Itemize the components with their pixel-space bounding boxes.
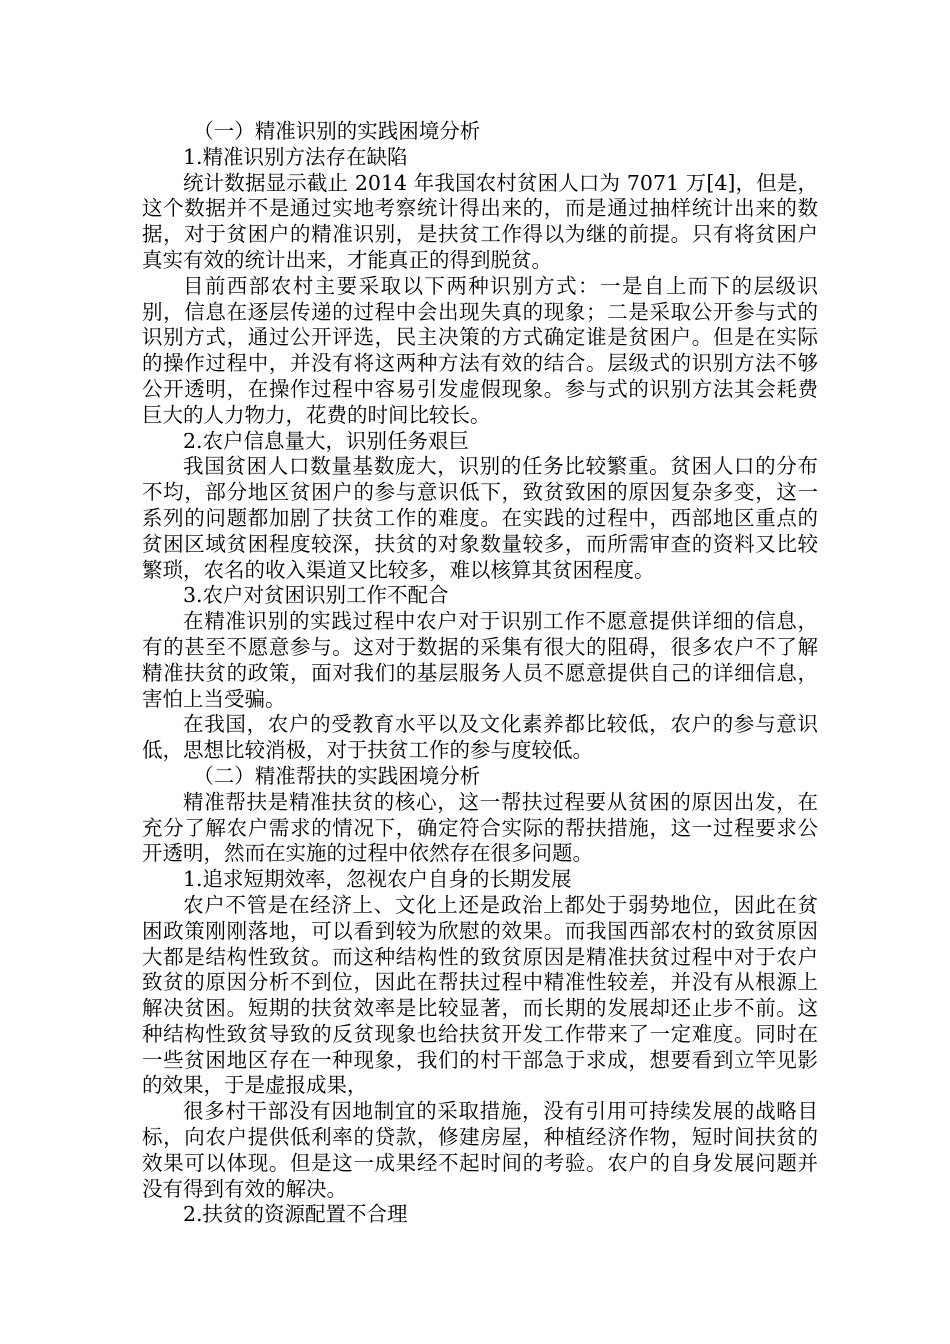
paragraph: 在精准识别的实践过程中农户对于识别工作不愿意提供详细的信息，有的甚至不愿意参与。这对于数据的采集有很大的阻碍，很多农户不了解精准扶贫的政策，面对我们的基层服务人员不愿意提供自己的详细信息，害怕上当受骗。	[142, 609, 818, 711]
paragraph: 精准帮扶是精准扶贫的核心，这一帮扶过程要从贫困的原因出发，在充分了解农户需求的情况下，确定符合实际的帮扶措施，这一过程要求公开透明，然而在实施的过程中依然存在很多问题。	[142, 789, 818, 866]
paragraph: 目前西部农村主要采取以下两种识别方式：一是自上而下的层级识别，信息在逐层传递的过程中会出现失真的现象；二是采取公开参与式的识别方式，通过公开评选，民主决策的方式确定谁是贫困户。但是在实际的操作过程中，并没有将这两种方法有效的结合。层级式的识别方法不够公开透明，在操作过程中容易引发虚假现象。参与式的识别方法其会耗费巨大的人力物力，花费的时间比较长。	[142, 273, 818, 427]
paragraph: 我国贫困人口数量基数庞大，识别的任务比较繁重。贫困人口的分布不均，部分地区贫困户的参与意识低下，致贫致困的原因复杂多变，这一系列的问题都加剧了扶贫工作的难度。在实践的过程中，西部地区重点的贫困区域贫困程度较深，扶贫的对象数量较多，而所需审查的资料又比较繁琐，农名的收入渠道又比较多，难以核算其贫困程度。	[142, 454, 818, 582]
document-body	[142, 119, 818, 1228]
subheading-info-volume: 2.农户信息量大，识别任务艰巨	[183, 428, 470, 453]
section-heading-assistance: （二）精准帮扶的实践困境分析	[193, 763, 481, 788]
subheading-method-defects: 1.精准识别方法存在缺陷	[183, 144, 408, 169]
subheading-resource-allocation: 2.扶贫的资源配置不合理	[183, 1202, 408, 1227]
paragraph: 很多村干部没有因地制宜的采取措施，没有引用可持续发展的战略目标，向农户提供低利率的贷款，修建房屋，种植经济作物，短时间扶贫的效果可以体现。但是这一成果经不起时间的考验。农户的自身发展问题并没有得到有效的解决。	[142, 1099, 818, 1201]
paragraph: 农户不管是在经济上、文化上还是政治上都处于弱势地位，因此在贫困政策刚刚落地，可以看到较为欣慰的效果。而我国西部农村的致贫原因大都是结构性致贫。而这种结构性的致贫原因是精准扶贫过程中对于农户致贫的原因分析不到位，因此在帮扶过程中精准性较差，并没有从根源上解决贫困。短期的扶贫效率是比较显著，而长期的发展却还止步不前。这种结构性致贫导致的反贫现象也给扶贫开发工作带来了一定难度。同时在一些贫困地区存在一种现象，我们的村干部急于求成，想要看到立竿见影的效果，于是虚报成果，	[142, 892, 818, 1098]
paragraph: 统计数据显示截止 2014 年我国农村贫困人口为 7071 万[4]，但是，这个数据并不是通过实地考察统计得出来的，而是通过抽样统计出来的数据，对于贫困户的精准识别，是扶贫工作得以为继的前提。只有将贫困户真实有效的统计出来，才能真正的得到脱贫。	[142, 170, 818, 272]
subheading-non-cooperation: 3.农户对贫困识别工作不配合	[183, 583, 449, 608]
subheading-short-term: 1.追求短期效率，忽视农户自身的长期发展	[183, 867, 572, 892]
paragraph: 在我国，农户的受教育水平以及文化素养都比较低，农户的参与意识低，思想比较消极，对于扶贫工作的参与度较低。	[142, 712, 818, 763]
section-heading-identification: （一）精准识别的实践困境分析	[193, 119, 481, 143]
